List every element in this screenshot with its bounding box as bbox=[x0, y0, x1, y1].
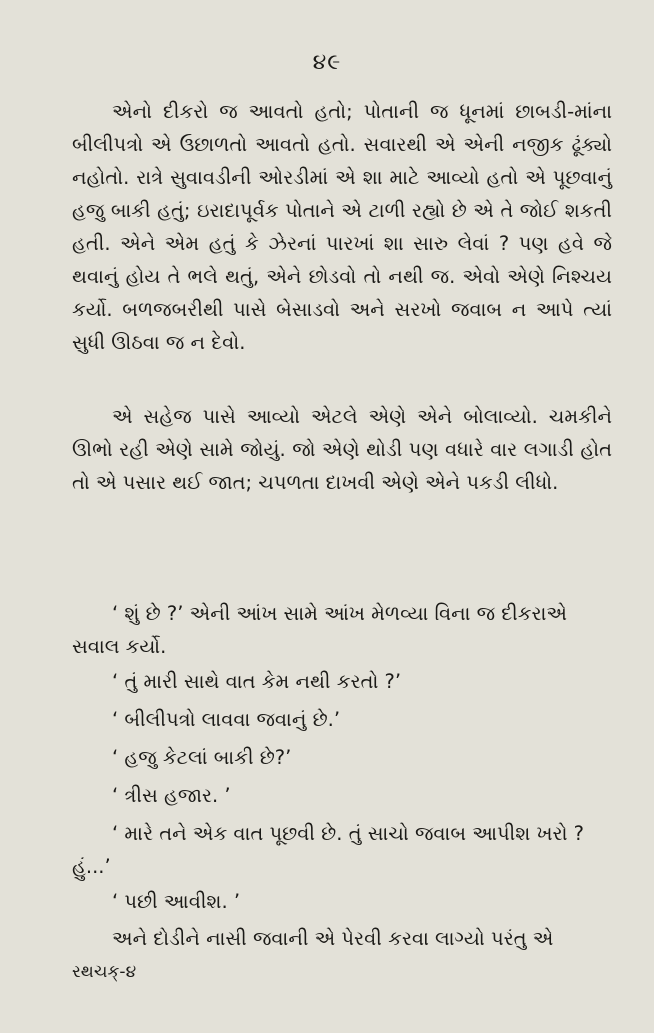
paragraph-1: એનો દીકરો જ આવતો હતો; પોતાની જ ધૂનમાં છાબડી-માંના બીલીપત્રો એ ઉછાળતો આવતો હતો. સવારથી એ એની નજીક ઢૂંક્યો નહોતો. રાત્રે સુવાવડીની ઓરડીમાં એ શા માટે આવ્યો હતો એ પૂછવાનું હજુ બાકી હતું; ઇરાદાપૂર્વક પોતાને એ ટાળી રહ્યો છે એ તે જોઈ શકતી હતી. એને એમ હતું કે ઝેરનાં પારખાં શા સારુ લેવાં ? પણ હવે જે થવાનું હોય તે ભલે થતું, એને છોડવો તો નથી જ. એવો એણે નિશ્ચય કર્યો. બળજબરીથી પાસે બેસાડવો અને સરખો જવાબ ન આપે ત્યાં સુધી ઊઠવા જ ન દેવો. bbox=[72, 100, 612, 354]
dialogue-line-1: ‘ શું છે ?’ એની આંખ સામે આંખ મેળવ્યા વિના જ દીકરાએ સવાલ કર્યો. bbox=[72, 602, 567, 658]
signature-mark: રથચક્-૪ bbox=[72, 962, 137, 982]
dialogue-line-2: ‘ તું મારી સાથે વાત કેમ નથી કરતો ?’ bbox=[112, 670, 402, 693]
dialogue-line-7: ‘ પછી આવીશ. ’ bbox=[112, 890, 241, 913]
page-number: ૪૯ bbox=[312, 50, 342, 75]
dialogue-line-4: ‘ હજુ કેટલાં બાકી છે?’ bbox=[112, 746, 292, 769]
paragraph-3: અને દોડીને નાસી જવાની એ પેરવી કરવા લાગ્યો પરંતુ એ bbox=[112, 927, 554, 950]
dialogue-line-5: ‘ ત્રીસ હજાર. ’ bbox=[112, 784, 231, 807]
dialogue-line-6: ‘ મારે તને એક વાત પૂછવી છે. તું સાચો જવાબ આપીશ ખરો ? હું...’ bbox=[72, 822, 584, 878]
dialogue-line-3: ‘ બીલીપત્રો લાવવા જવાનું છે.’ bbox=[112, 708, 341, 731]
paragraph-2: એ સહેજ પાસે આવ્યો એટલે એણે એને બોલાવ્યો. ચમકીને ઊભો રહી એણે સામે જોયું. જો એણે થોડી પણ વધારે વાર લગાડી હોત તો એ પસાર થઈ જાત; ચપળતા દાખવી એણે એને પકડી લીધો. bbox=[72, 405, 612, 494]
